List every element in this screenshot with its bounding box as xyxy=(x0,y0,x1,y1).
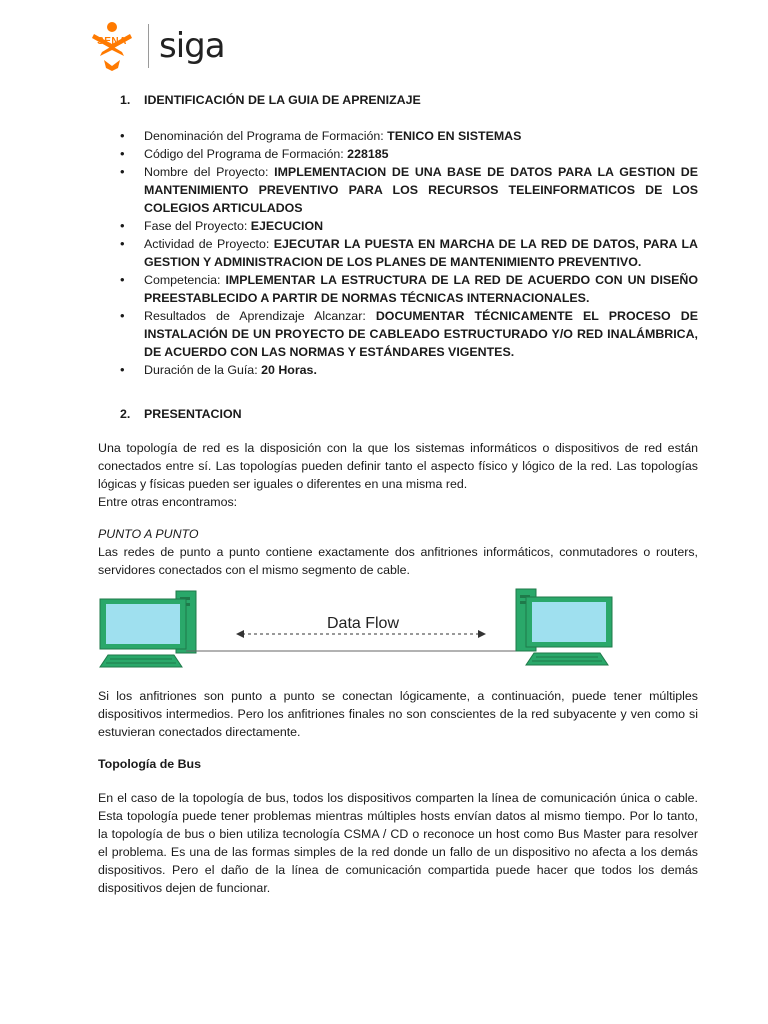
item-value: 20 Horas. xyxy=(261,363,317,377)
data-flow-diagram xyxy=(98,585,698,681)
header-logos xyxy=(88,18,225,74)
logo-divider xyxy=(148,24,149,68)
section-1-number: 1. xyxy=(120,93,131,107)
intro-paragraph: Una topología de red es la disposición con la que los sistemas informáticos o dispositivos de red están conectados entre sí. Las topologías pueden definir tanto el aspecto físico y lógico de la red. Las topologías lógicas y físicas pueden ser iguales o diferentes en una misma red. xyxy=(98,441,698,491)
intro-paragraph-2: Entre otras encontramos: xyxy=(98,495,238,509)
p2p-paragraph: Las redes de punto a punto contiene exactamente dos anfitriones informáticos, conmutadores o routers, servidores conectados con el mismo segmento de cable. xyxy=(98,545,698,577)
sena-logo-text: SENA xyxy=(97,36,127,47)
list-item xyxy=(98,217,698,235)
document-content xyxy=(98,91,698,897)
list-item xyxy=(98,271,698,307)
item-value: DOCUMENTAR TÉCNICAMENTE EL PROCESO DE INSTALACIÓN DE UN PROYECTO DE CABLEADO ESTRUCTURADO Y/O RED INALÁMBRICA, DE ACUERDO CON LAS NORMAS Y ESTÁNDARES VIGENTES. xyxy=(144,309,698,359)
p2p-paragraph-2: Si los anfitriones son punto a punto se conectan lógicamente, a continuación, puede tener múltiples dispositivos intermedios. Pero los anfitriones finales no son conscientes de la red subyacente y ven como si estuvieran conectados directamente. xyxy=(98,689,698,739)
data-flow-svg xyxy=(98,585,698,681)
section-2-heading: PRESENTACION xyxy=(144,407,242,421)
list-item xyxy=(98,145,698,163)
item-label: Resultados de Aprendizaje Alcanzar: xyxy=(144,309,376,323)
item-value: 228185 xyxy=(347,147,389,161)
list-item xyxy=(98,235,698,271)
right-computer-icon xyxy=(516,589,612,665)
section-2-number: 2. xyxy=(120,407,131,421)
siga-logo: siga xyxy=(159,26,225,66)
section-1-title xyxy=(98,91,698,109)
list-item xyxy=(98,163,698,217)
item-label: Código del Programa de Formación: xyxy=(144,147,348,161)
item-label: Fase del Proyecto: xyxy=(144,219,251,233)
item-value: EJECUTAR LA PUESTA EN MARCHA DE LA RED DE DATOS, PARA LA GESTION Y ADMINISTRACION DE LOS PLANES DE MANTENIMIENTO PREVENTIVO. xyxy=(144,237,698,269)
item-label: Actividad de Proyecto: xyxy=(144,237,274,251)
list-item xyxy=(98,361,698,379)
item-value: IMPLEMENTAR LA ESTRUCTURA DE LA RED DE ACUERDO CON UN DISEÑO PREESTABLECIDO A PARTIR DE NORMAS TÉCNICAS INTERNACIONALES. xyxy=(144,273,698,305)
item-label: Competencia: xyxy=(144,273,226,287)
p2p-title: PUNTO A PUNTO xyxy=(98,527,199,541)
item-label: Duración de la Guía: xyxy=(144,363,262,377)
bus-title: Topología de Bus xyxy=(98,757,202,771)
identification-list xyxy=(98,127,698,379)
list-item xyxy=(98,127,698,145)
item-value: TENICO EN SISTEMAS xyxy=(387,129,522,143)
item-label: Nombre del Proyecto: xyxy=(144,165,275,179)
left-computer-icon xyxy=(100,591,196,667)
section-2-title xyxy=(98,405,698,423)
item-value: EJECUCION xyxy=(250,219,324,233)
item-value: IMPLEMENTACION DE UNA BASE DE DATOS PARA LA GESTION DE MANTENIMIENTO PREVENTIVO PARA LOS RECURSOS TELEINFORMATICOS DE LOS COLEGIOS ARTICULADOS xyxy=(144,165,699,215)
bus-paragraph: En el caso de la topología de bus, todos los dispositivos comparten la línea de comunicación única o cable. Esta topología puede tener problemas mientras múltiples hosts envían datos al mismo tiempo. Por lo tanto, la topología de bus o bien utiliza tecnología CSMA / CD o reconoce un host como Bus Master para resolver el problema. Es una de las formas simples de la red donde un fallo de un dispositivo no afecta a los demás dispositivos. Pero el daño de la línea de comunicación compartida puede hacer que todos los demás dispositivos dejen de funcionar. xyxy=(98,791,698,895)
sena-logo xyxy=(88,20,136,72)
data-flow-label: Data Flow xyxy=(326,615,400,632)
item-label: Denominación del Programa de Formación: xyxy=(144,129,388,143)
section-1-heading: IDENTIFICACIÓN DE LA GUIA DE APRENIZAJE xyxy=(144,93,421,107)
list-item xyxy=(98,307,698,361)
